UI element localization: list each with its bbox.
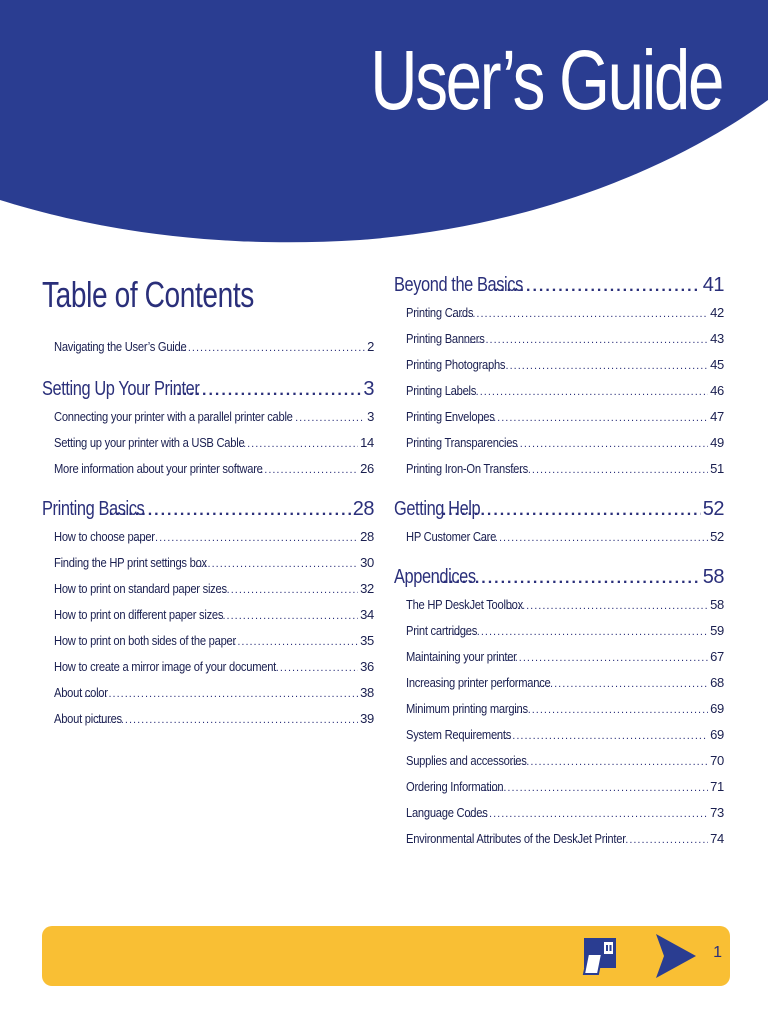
toc-entry[interactable]: How to choose paper ..... 28 <box>54 524 374 550</box>
toc-section-heading[interactable]: Appendices ..... 58 <box>394 562 724 592</box>
toc-right-column <box>394 270 724 864</box>
toc-entry[interactable]: Ordering Information ..... 71 <box>406 774 724 800</box>
toc-entry[interactable]: Printing Photographs ..... 45 <box>406 352 724 378</box>
page-title: User’s Guide <box>370 33 722 127</box>
toc-entry[interactable]: About color ..... 38 <box>54 680 374 706</box>
toc-section <box>394 270 724 482</box>
toc-entry[interactable]: How to print on both sides of the paper ..... 35 <box>54 628 374 654</box>
toc-entry[interactable] <box>54 334 374 360</box>
dot-leader <box>172 335 365 361</box>
dot-leader <box>176 376 361 406</box>
toc-entry[interactable]: Printing Banners ..... 43 <box>406 326 724 352</box>
toc-entry-label: Navigating the User’s Guide <box>54 339 187 354</box>
toc-section-heading[interactable]: Setting Up Your Printer ..... 3 <box>42 374 374 404</box>
toc-entry[interactable]: Print cartridges ..... 59 <box>406 618 724 644</box>
toc-left-column <box>42 270 374 744</box>
toc-entry[interactable]: Printing Transparencies ..... 49 <box>406 430 724 456</box>
intro-entries <box>42 334 374 360</box>
toc-entry[interactable]: Maintaining your printer ..... 67 <box>406 644 724 670</box>
page-number: 1 <box>713 944 722 961</box>
toc-entry[interactable]: How to print on standard paper sizes ..... 32 <box>54 576 374 602</box>
dot-leader <box>494 272 701 302</box>
toc-heading: Table of Contents <box>42 274 254 315</box>
toc-entry[interactable]: Printing Envelopes ..... 47 <box>406 404 724 430</box>
toc-entry[interactable]: Environmental Attributes of the DeskJet Printer ..... 74 <box>406 826 724 852</box>
toc-entry[interactable]: Printing Labels ..... 46 <box>406 378 724 404</box>
toc-entry[interactable]: Finding the HP print settings box ..... 30 <box>54 550 374 576</box>
toc-section-heading[interactable]: Printing Basics ..... 28 <box>42 494 374 524</box>
toc-entry[interactable]: Language Codes ..... 73 <box>406 800 724 826</box>
toc-entry[interactable]: Connecting your printer with a parallel printer cable ..... 3 <box>54 404 374 430</box>
toc-entry[interactable]: Minimum printing margins ..... 69 <box>406 696 724 722</box>
next-arrow-icon[interactable] <box>652 932 698 980</box>
toc-entry[interactable]: The HP DeskJet Toolbox ..... 58 <box>406 592 724 618</box>
toc-entry-page: 2 <box>367 339 374 354</box>
dot-leader <box>442 496 701 526</box>
toc-section <box>42 494 374 732</box>
footer-bar <box>42 926 730 986</box>
toc-entry[interactable]: Increasing printer performance ..... 68 <box>406 670 724 696</box>
toc-entry[interactable]: HP Customer Care ..... 52 <box>406 524 724 550</box>
toc-section <box>42 374 374 482</box>
toc-section-heading[interactable]: Getting Help ..... 52 <box>394 494 724 524</box>
header-banner <box>0 0 768 260</box>
toc-entry[interactable]: Setting up your printer with a USB Cable ..... 14 <box>54 430 374 456</box>
toc-entry[interactable]: How to print on different paper sizes ..... 34 <box>54 602 374 628</box>
toc-entry[interactable]: More information about your printer software ..... 26 <box>54 456 374 482</box>
printer-icon[interactable] <box>582 936 618 976</box>
toc-entry[interactable]: System Requirements ..... 69 <box>406 722 724 748</box>
toc-section <box>394 562 724 852</box>
toc-entry[interactable]: Supplies and accessories ..... 70 <box>406 748 724 774</box>
toc-entry[interactable]: About pictures ..... 39 <box>54 706 374 732</box>
toc-entry[interactable]: Printing Iron-On Transfers ..... 51 <box>406 456 724 482</box>
toc-entry[interactable]: Printing Cards ..... 42 <box>406 300 724 326</box>
toc-entry[interactable]: How to create a mirror image of your document ..... 36 <box>54 654 374 680</box>
toc-section <box>394 494 724 550</box>
toc-section-heading[interactable]: Beyond the Basics ..... 41 <box>394 270 724 300</box>
dot-leader <box>109 496 351 526</box>
